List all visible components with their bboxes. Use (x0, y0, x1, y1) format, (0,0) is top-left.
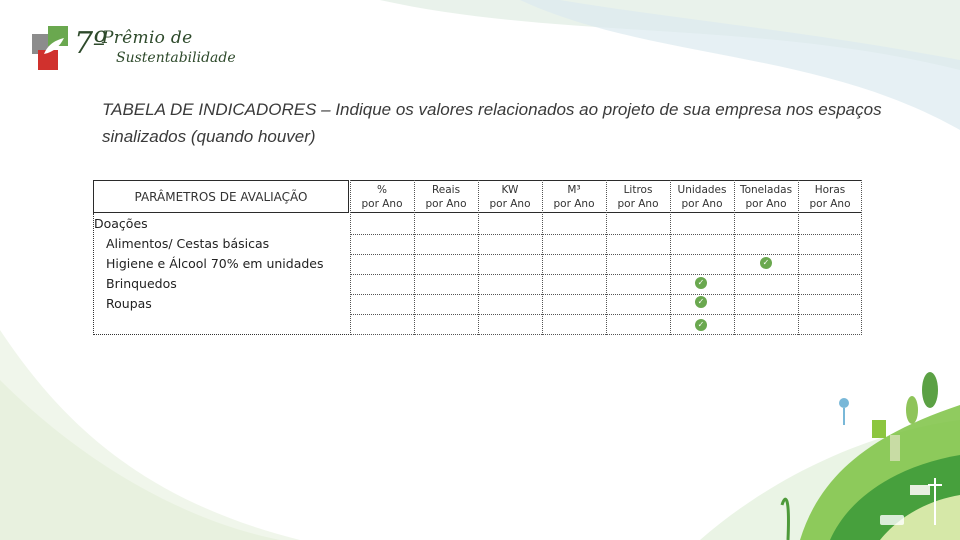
grid-rule (350, 254, 862, 255)
col-head-line2: por Ano (681, 197, 723, 210)
col-head-line1: Unidades (677, 183, 727, 196)
marked-cell-icon[interactable]: ✓ (695, 319, 707, 331)
col-head-line1: Horas (814, 183, 846, 196)
col-head-line1: % (377, 183, 387, 196)
col-head-percent (350, 180, 414, 213)
logo-subtitle: Sustentabilidade (116, 50, 236, 66)
col-head-line2: por Ano (745, 197, 787, 210)
col-head-line1: Reais (431, 183, 461, 196)
col-head-horas (798, 180, 862, 213)
marked-cell-icon[interactable]: ✓ (760, 257, 772, 269)
grid-rule (350, 314, 862, 315)
grid-divider (606, 180, 607, 335)
col-head-line1: KW (501, 183, 519, 196)
award-logo-mark (30, 24, 70, 72)
grid-divider (350, 180, 351, 335)
page-title: TABELA DE INDICADORES – Indique os valores relacionados ao projeto de sua empresa nos espaços sinalizados (quando houver) (102, 100, 882, 146)
grid-divider (478, 180, 479, 335)
grid-divider (414, 180, 415, 335)
award-logo (30, 24, 236, 76)
col-head-m3 (542, 180, 606, 213)
marked-cell-icon[interactable]: ✓ (695, 296, 707, 308)
grid-divider (734, 180, 735, 335)
param-header: PARÂMETROS DE AVALIAÇÃO (93, 180, 349, 213)
logo-title: Prêmio de (102, 28, 193, 48)
grid-divider (670, 180, 671, 335)
param-item-clothes: Roupas (106, 296, 152, 311)
col-head-line1: Litros (623, 183, 653, 196)
col-head-line1: M³ (567, 183, 581, 196)
eco-illustration (760, 365, 960, 540)
param-item-food: Alimentos/ Cestas básicas (106, 236, 270, 251)
grid-rule (350, 234, 862, 235)
col-head-line2: por Ano (425, 197, 467, 210)
logo-number: 7º (74, 26, 108, 61)
grid-divider (542, 180, 543, 335)
col-head-line2: por Ano (489, 197, 531, 210)
marked-cell-icon[interactable]: ✓ (695, 277, 707, 289)
grid-rule (350, 274, 862, 275)
col-head-unidades (670, 180, 734, 213)
col-head-kw (478, 180, 542, 213)
grid-rule (350, 294, 862, 295)
col-head-reais (414, 180, 478, 213)
col-head-toneladas (734, 180, 798, 213)
col-head-line2: por Ano (809, 197, 851, 210)
col-head-litros (606, 180, 670, 213)
param-group-label: Doações (94, 216, 148, 231)
col-head-line2: por Ano (361, 197, 403, 210)
grid-rule (350, 334, 862, 335)
col-head-line1: Toneladas (739, 183, 793, 196)
param-item-hygiene: Higiene e Álcool 70% em unidades (106, 256, 324, 271)
grid-divider (861, 180, 862, 335)
grid-divider (798, 180, 799, 335)
param-item-toys: Brinquedos (106, 276, 177, 291)
param-list (93, 213, 349, 335)
col-head-line2: por Ano (617, 197, 659, 210)
col-head-line2: por Ano (553, 197, 595, 210)
